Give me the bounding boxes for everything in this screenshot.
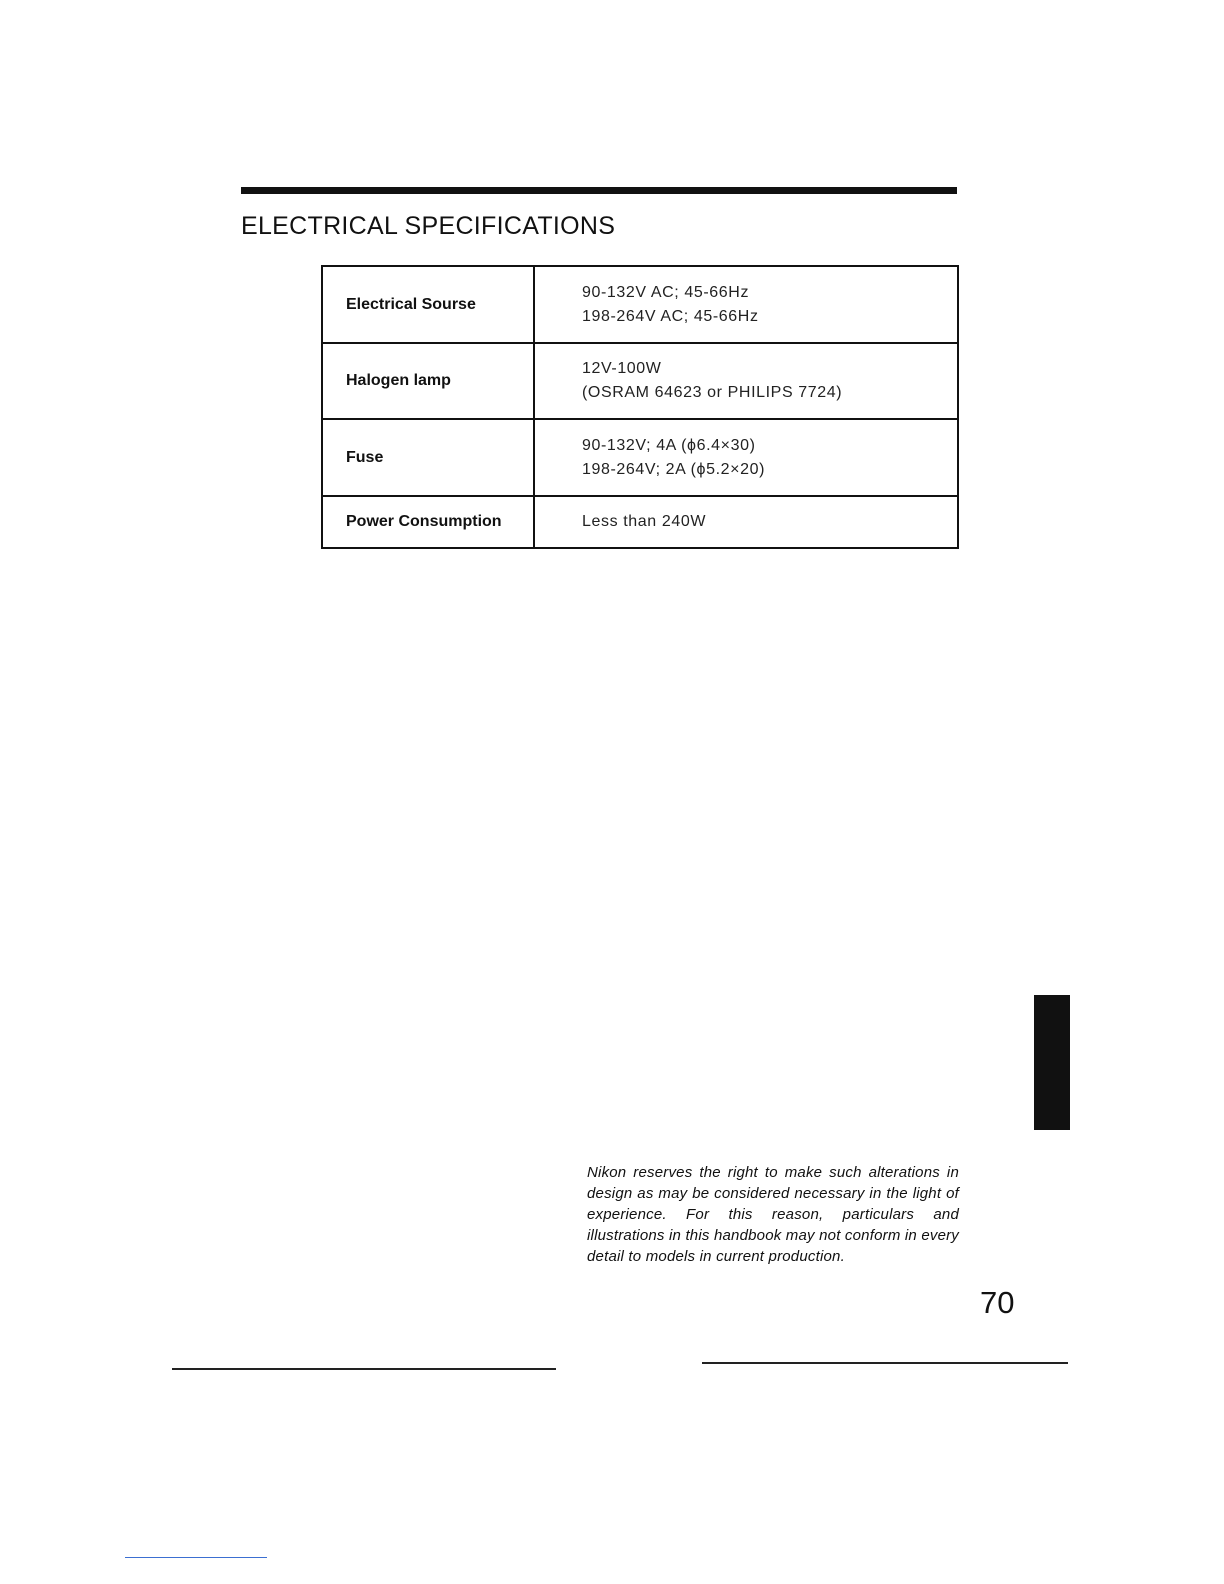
- spec-value-line: 12V-100W: [582, 360, 662, 377]
- table-row: [322, 419, 958, 496]
- spec-value-line: 198-264V AC; 45-66Hz: [582, 307, 759, 325]
- disclaimer-text: Nikon reserves the right to make such alterations in design as may be considered necessary in the light of experience. For this reason, particulars and illustrations in this handbook may not conform in every detail to models in current production.: [587, 1164, 960, 1265]
- spec-value: [534, 266, 958, 343]
- bottom-rule-left: [172, 1368, 556, 1370]
- table-row: [322, 266, 958, 343]
- section-tab-marker: [1034, 995, 1070, 1130]
- scan-edge-line: [125, 1557, 267, 1558]
- spec-value-line: 90-132V AC; 45-66Hz: [582, 283, 750, 301]
- table-row: [322, 343, 958, 419]
- spec-value-line: 90-132V; 4A (ϕ6.4×30): [582, 436, 756, 454]
- spec-value: [534, 419, 958, 496]
- electrical-specs-table: [321, 265, 959, 549]
- spec-label: Fuse: [322, 419, 534, 496]
- table-row: [322, 496, 958, 548]
- spec-label: Power Consumption: [322, 496, 534, 548]
- spec-value-line: Less than 240W: [582, 513, 707, 530]
- spec-value-line: (OSRAM 64623 or PHILIPS 7724): [582, 384, 843, 401]
- spec-label: Electrical Sourse: [322, 266, 534, 343]
- spec-label: Halogen lamp: [322, 343, 534, 419]
- page-number: 70: [980, 1285, 1015, 1320]
- bottom-rule-right: [702, 1362, 1068, 1364]
- spec-value: [534, 496, 958, 548]
- spec-value-line: 198-264V; 2A (ϕ5.2×20): [582, 460, 766, 478]
- page-title: ELECTRICAL SPECIFICATIONS: [241, 212, 616, 240]
- top-rule: [241, 187, 957, 194]
- spec-value: [534, 343, 958, 419]
